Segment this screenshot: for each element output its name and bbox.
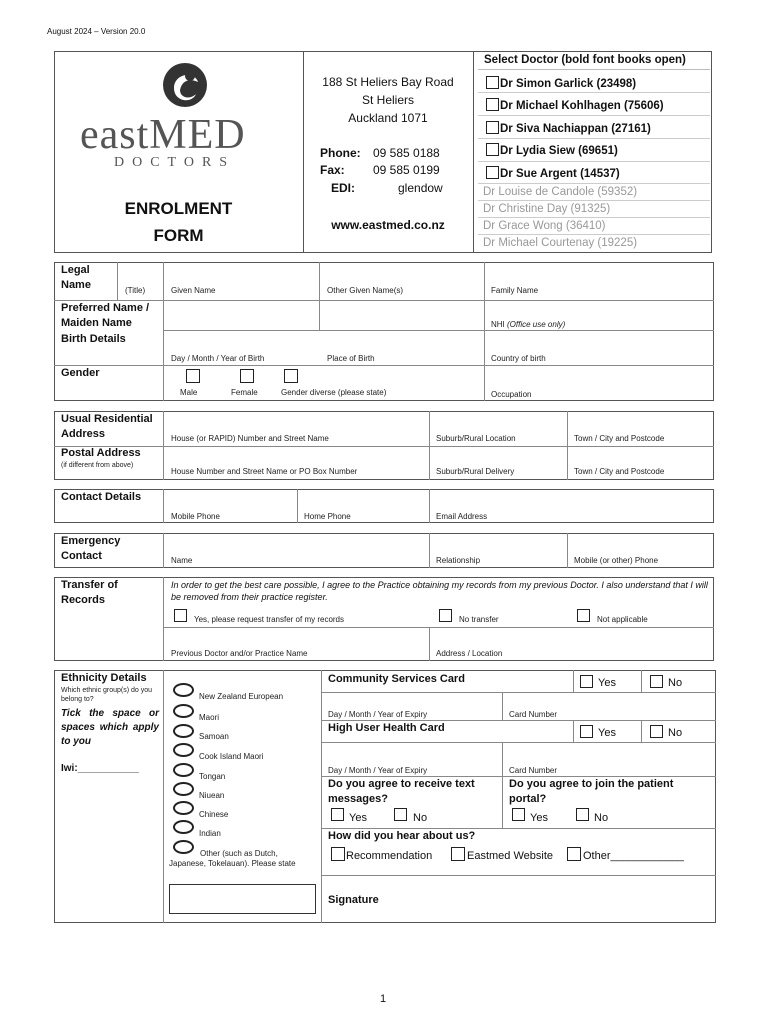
csc-no-checkbox[interactable] <box>650 675 663 688</box>
contact-details-label: Contact Details <box>61 491 142 503</box>
website-checkbox[interactable] <box>451 847 465 861</box>
female-checkbox[interactable] <box>240 369 254 383</box>
gender-diverse-checkbox[interactable] <box>284 369 298 383</box>
chinese-label: Chinese <box>199 810 229 819</box>
doctor-checkbox[interactable] <box>486 98 499 111</box>
address-location-label: Address / Location <box>436 649 503 658</box>
clinic-address-1: 188 St Heliers Bay Road <box>322 75 454 89</box>
ethnicity-option-cook-island-maori[interactable] <box>173 743 194 757</box>
ethnicity-option-nz-european[interactable] <box>173 683 194 697</box>
signature-field[interactable] <box>380 880 710 918</box>
edi-label: EDI: <box>331 181 355 195</box>
form-title-line-2: FORM <box>153 226 204 245</box>
postal-address-label: Postal Address <box>61 447 141 459</box>
doctor-closed-2: Dr Christine Day (91325) <box>483 203 611 215</box>
female-label: Female <box>231 388 258 397</box>
emergency-name-label: Name <box>171 556 193 565</box>
logo-brand: eastMED <box>80 112 246 158</box>
phone-label: Phone: <box>320 146 361 160</box>
doctor-option-siew[interactable]: Dr Lydia Siew (69651) <box>486 143 618 158</box>
ethnicity-other-input[interactable] <box>169 884 316 914</box>
not-applicable-label: Not applicable <box>597 615 648 624</box>
other-source-label: Other____________ <box>583 850 684 862</box>
prev-doctor-label: Previous Doctor and/or Practice Name <box>171 649 308 658</box>
high-user-label: High User Health Card <box>328 722 445 734</box>
country-of-birth-label: Country of birth <box>491 354 546 363</box>
occupation-label: Occupation <box>491 390 532 399</box>
doctor-option-nachiappan[interactable]: Dr Siva Nachiappan (27161) <box>486 121 651 136</box>
csc-no-label: No <box>668 677 683 689</box>
csc-expiry-label: Day / Month / Year of Expiry <box>328 710 428 719</box>
text-yes-label: Yes <box>349 812 367 824</box>
fax-label: Fax: <box>320 163 345 177</box>
ethnicity-option-indian[interactable] <box>173 820 194 834</box>
ethnicity-option-chinese[interactable] <box>173 801 194 815</box>
doctor-option-kohlhagen[interactable]: Dr Michael Kohlhagen (75606) <box>486 98 664 113</box>
receive-text-label: Do you agree to receive text messages? <box>328 778 475 805</box>
eastmed-logo-icon <box>160 60 210 110</box>
family-name-label: Family Name <box>491 286 539 295</box>
contact-section <box>54 489 714 523</box>
ethnicity-option-tongan[interactable] <box>173 763 194 777</box>
page-number: 1 <box>380 993 387 1005</box>
text-no-label: No <box>413 812 428 824</box>
clinic-address-3: Auckland 1071 <box>348 111 428 125</box>
hu-yes-label: Yes <box>598 727 616 739</box>
form-title-line-1: ENROLMENT <box>124 199 233 218</box>
text-no-checkbox[interactable] <box>394 808 407 821</box>
text-yes-checkbox[interactable] <box>331 808 344 821</box>
phone-value: 09 585 0188 <box>373 146 440 160</box>
hear-about-label: How did you hear about us? <box>328 830 476 842</box>
hu-card-number-label: Card Number <box>509 766 558 775</box>
portal-yes-checkbox[interactable] <box>512 808 525 821</box>
usual-residential-label: Usual Residential Address <box>61 413 153 440</box>
join-portal-label: Do you agree to join the patient portal? <box>509 778 674 805</box>
edi-value: glendow <box>398 181 443 195</box>
signature-label: Signature <box>328 894 379 906</box>
hu-expiry-label: Day / Month / Year of Expiry <box>328 766 428 775</box>
other-given-label: Other Given Name(s) <box>327 286 404 295</box>
home-phone-label: Home Phone <box>304 512 351 521</box>
house-rapid-label: House (or RAPID) Number and Street Name <box>171 434 329 443</box>
csc-yes-label: Yes <box>598 677 616 689</box>
birth-details-label: Birth Details <box>61 333 126 345</box>
doctor-closed-4: Dr Michael Courtenay (19225) <box>483 237 638 249</box>
version-label: August 2024 – Version 20.0 <box>47 27 146 36</box>
personal-section <box>54 262 714 401</box>
legal-name-label: Legal Name <box>61 264 91 291</box>
town-city-label: Town / City and Postcode <box>574 434 665 443</box>
mobile-other-label: Mobile (or other) Phone <box>574 556 659 565</box>
clinic-website[interactable]: www.eastmed.co.nz <box>331 218 445 232</box>
fax-value: 09 585 0199 <box>373 163 440 177</box>
preferred-name-label: Preferred Name / Maiden Name <box>61 302 150 329</box>
no-transfer-label: No transfer <box>459 615 499 624</box>
maori-label: Maori <box>199 713 220 722</box>
portal-no-label: No <box>594 812 609 824</box>
doctor-option-garlick[interactable]: Dr Simon Garlick (23498) <box>486 76 636 91</box>
no-transfer-checkbox[interactable] <box>439 609 452 622</box>
portal-yes-label: Yes <box>530 812 548 824</box>
town-city-postal-label: Town / City and Postcode <box>574 467 665 476</box>
tick-instruction: Tick the space or spaces which apply to you <box>61 708 159 747</box>
yes-transfer-label: Yes, please request transfer of my records <box>194 615 344 624</box>
csc-label: Community Services Card <box>328 673 465 685</box>
logo-subtitle: DOCTORS <box>114 155 236 170</box>
if-different-label: (if different from above) <box>61 462 134 469</box>
csc-card-number-label: Card Number <box>509 710 558 719</box>
portal-no-checkbox[interactable] <box>576 808 589 821</box>
tongan-label: Tongan <box>199 772 226 781</box>
suburb-delivery-label: Suburb/Rural Delivery <box>436 467 515 476</box>
relationship-label: Relationship <box>436 556 481 565</box>
transfer-records-label: Transfer of Records <box>61 579 118 606</box>
other-source-checkbox[interactable] <box>567 847 581 861</box>
nhi-label: NHI (Office use only) <box>491 320 566 329</box>
transfer-statement: In order to get the best care possible, I agree to the Practice obtaining my records from my previous Doctor. I also understand that I will be removed from their practice register. <box>171 580 708 602</box>
hu-no-checkbox[interactable] <box>650 725 663 738</box>
email-address-label: Email Address <box>436 512 488 521</box>
hu-yes-checkbox[interactable] <box>580 725 593 738</box>
samoan-label: Samoan <box>199 732 229 741</box>
suburb-rural-label: Suburb/Rural Location <box>436 434 516 443</box>
doctor-closed-3: Dr Grace Wong (36410) <box>483 220 606 232</box>
male-label: Male <box>180 388 198 397</box>
doctor-option-argent[interactable]: Dr Sue Argent (14537) <box>486 166 620 181</box>
ethnicity-option-maori[interactable] <box>173 704 194 718</box>
hu-no-label: No <box>668 727 683 739</box>
emergency-contact-label: Emergency Contact <box>61 535 121 562</box>
house-po-label: House Number and Street Name or PO Box Number <box>171 467 358 476</box>
recommendation-checkbox[interactable] <box>331 847 345 861</box>
male-checkbox[interactable] <box>186 369 200 383</box>
clinic-address-2: St Heliers <box>361 93 414 107</box>
nz-european-label: New Zealand European <box>199 692 284 701</box>
given-name-label: Given Name <box>171 286 216 295</box>
doctor-select-heading: Select Doctor (bold font books open) <box>484 54 686 66</box>
yes-transfer-checkbox[interactable] <box>174 609 187 622</box>
place-of-birth-label: Place of Birth <box>327 354 375 363</box>
not-applicable-checkbox[interactable] <box>577 609 590 622</box>
doctor-checkbox[interactable] <box>486 76 499 89</box>
niuean-label: Niuean <box>199 791 225 800</box>
doctor-closed-1: Dr Louise de Candole (59352) <box>483 186 638 198</box>
ethnicity-option-niuean[interactable] <box>173 782 194 796</box>
mobile-phone-label: Mobile Phone <box>171 512 220 521</box>
website-label: Eastmed Website <box>467 850 554 862</box>
ethnicity-details-label: Ethnicity Details <box>61 672 147 684</box>
title-label: (Title) <box>125 286 146 295</box>
recommendation-label: Recommendation <box>346 850 433 862</box>
doctor-checkbox[interactable] <box>486 166 499 179</box>
iwi-label: Iwi:___________ <box>61 763 139 774</box>
doctor-checkbox[interactable] <box>486 121 499 134</box>
cook-island-maori-label: Cook Island Maori <box>199 752 264 761</box>
csc-yes-checkbox[interactable] <box>580 675 593 688</box>
doctor-checkbox[interactable] <box>486 143 499 156</box>
gender-diverse-label: Gender diverse (please state) <box>281 388 387 397</box>
dob-label: Day / Month / Year of Birth <box>171 354 265 363</box>
ethnicity-other-label: Other (such as Dutch, Japanese, Tokelauan). Please state <box>169 849 296 868</box>
gender-label: Gender <box>61 367 100 379</box>
which-group-label: Which ethnic group(s) do you belong to? <box>61 687 153 703</box>
indian-label: Indian <box>199 829 221 838</box>
ethnicity-option-samoan[interactable] <box>173 724 194 738</box>
